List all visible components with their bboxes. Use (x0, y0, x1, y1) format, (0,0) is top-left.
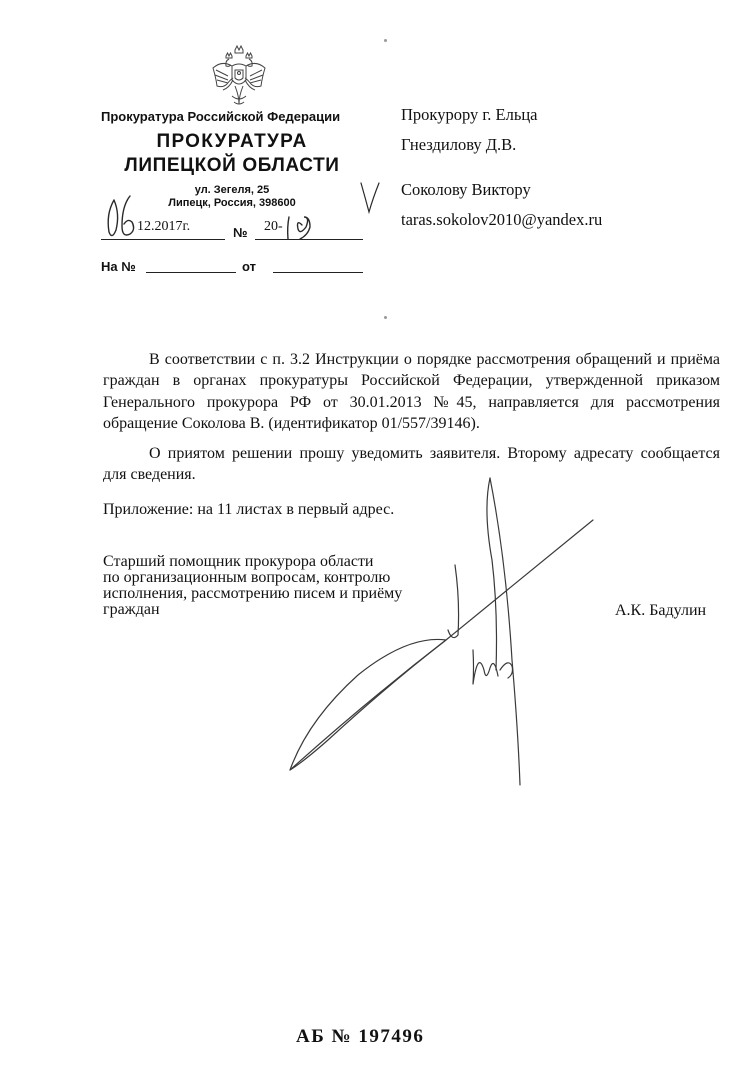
addressee-line2: Гнездилову Д.В. (401, 135, 517, 154)
handwritten-date-day (104, 192, 148, 244)
office-address-city: Липецк, Россия, 398600 (168, 197, 296, 209)
handwritten-number-suffix (282, 213, 316, 243)
scan-dot (384, 316, 387, 319)
form-series-number: АБ № 197496 (296, 1026, 425, 1047)
handwritten-check-mark (358, 180, 382, 216)
signer-title-line4: граждан (103, 601, 160, 618)
coat-of-arms-emblem (208, 44, 270, 110)
office-title-line2: ЛИПЕЦКОЙ ОБЛАСТИ (124, 155, 340, 176)
body-paragraph-2: О приятом решении прошу уведомить заявителя. Второму адресату сообщается для сведения. (103, 445, 720, 484)
in-reply-underline (146, 272, 236, 273)
signer-name: А.К. Бадулин (615, 602, 707, 619)
outgoing-date: 12.2017г. (137, 219, 191, 234)
outgoing-number: 20- (264, 219, 283, 234)
signer-title-line3: исполнения, рассмотрению писем и приёму (103, 585, 403, 602)
eagle-icon (208, 44, 270, 110)
scan-dot (384, 39, 387, 42)
handwritten-signature (268, 470, 598, 800)
addressee-line3: Соколову Виктору (401, 180, 531, 199)
prosecutor-org-name: Прокуратура Российской Федерации (101, 109, 341, 124)
office-address-street: ул. Зегеля, 25 (194, 184, 270, 196)
body-paragraph-1: В соответствии с п. 3.2 Инструкции о порядке рассмотрения обращений и приёма граждан в органах прокуратуры Российской Федерации, утвержденной приказом Генерального прокурора РФ от 30.01.2013 №45, направляется для рассмотрения обращение Соколова В. (идентификатор 01/557/39146). (103, 351, 720, 432)
in-reply-from-underline (273, 272, 363, 273)
signer-title-line1: Старший помощник прокурора области (103, 553, 374, 570)
in-reply-from-label: от (242, 259, 256, 274)
office-title-line1: ПРОКУРАТУРА (156, 131, 308, 152)
attachment-note: Приложение: на 11 листах в первый адрес. (103, 501, 395, 518)
in-reply-label: На № (101, 259, 136, 274)
addressee-line1: Прокурору г. Ельца (401, 105, 538, 124)
signer-title-line2: по организационным вопросам, контролю (103, 569, 391, 586)
addressee-email: taras.sokolov2010@yandex.ru (401, 210, 603, 229)
outgoing-number-label: № (233, 225, 248, 240)
